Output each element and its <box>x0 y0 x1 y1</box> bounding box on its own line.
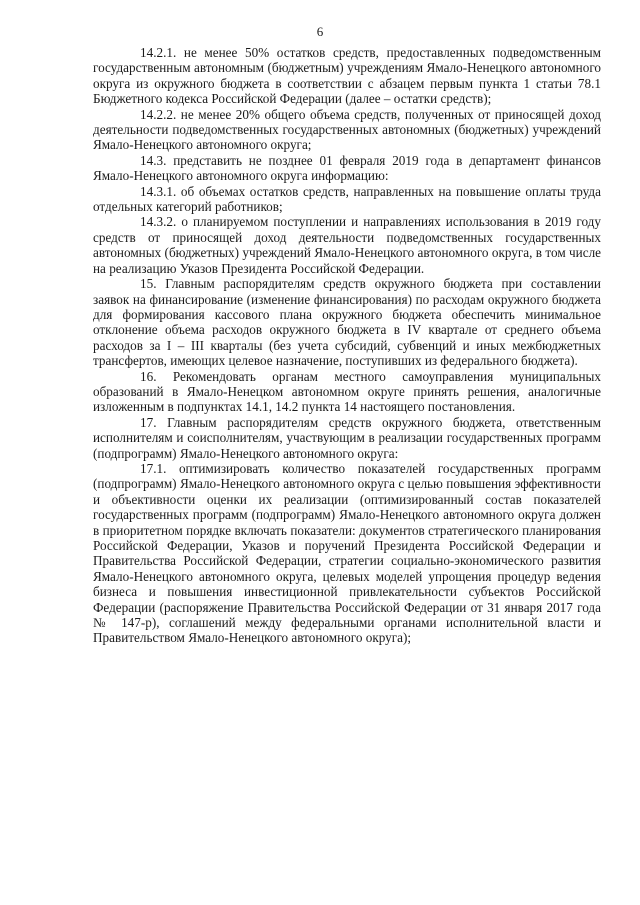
paragraph-14-3-2: 14.3.2. о планируемом поступлении и направлениях использования в 2019 году средств от приносящей доход деятельности подведомственных государственных автономных (бюджетных) учреждений Ямало-Ненецкого автономного округа, в том числе на реализацию Указов Президента Российской Федерации. <box>93 214 601 276</box>
paragraph-16: 16. Рекомендовать органам местного самоуправления муниципальных образований в Ямало-Ненецком автономном округе принять решения, аналогичные изложенным в подпунктах 14.1, 14.2 пункта 14 настоящего постановления. <box>93 368 601 415</box>
paragraph-17-1: 17.1. оптимизировать количество показателей государственных программ (подпрограмм) Ямало-Ненецкого автономного округа с целью повышения эффективности и объективности оценки их реализации (оптимизированный состав показателей государственных программ (подпрограмм) Ямало-Ненецкого автономного округа должен в приоритетном порядке включать показатели: документов стратегического планирования Российской Федерации, Указов и поручений Президента Российской Федерации и Правительства Российской Федерации, стратегии социально-экономического развития Ямало-Ненецкого автономного округа, целевых моделей упрощения процедур ведения бизнеса и повышения инвестиционной привлекательности субъектов Российской Федерации (распоряжение Правительства Российской Федерации от 31 января 2017 года № 147-р), соглашений между федеральными органами исполнительной власти и Правительством Ямало-Ненецкого автономного округа); <box>93 460 601 646</box>
paragraph-14-3: 14.3. представить не позднее 01 февраля 2019 года в департамент финансов Ямало-Ненецкого автономного округа информацию: <box>93 152 601 184</box>
paragraph-14-2-2: 14.2.2. не менее 20% общего объема средств, полученных от приносящей доход деятельности подведомственных государственных автономных (бюджетных) учреждений Ямало-Ненецкого автономного округа; <box>93 106 601 153</box>
document-body <box>93 45 601 646</box>
paragraph-15: 15. Главным распорядителям средств окружного бюджета при составлении заявок на финансирование (изменение финансирования) по расходам окружного бюджета для формирования кассового плана окружного бюджета обеспечить минимальное отклонение объема расходов окружного бюджета в IV квартале от среднего объема расходов за I – III кварталы (без учета субсидий, субвенций и иных межбюджетных трансфертов, имеющих целевое назначение, поступивших из федерального бюджета). <box>93 276 601 369</box>
paragraph-17: 17. Главным распорядителям средств окружного бюджета, ответственным исполнителям и соисполнителям, участвующим в реализации государственных программ (подпрограмм) Ямало-Ненецкого автономного округа: <box>93 414 601 461</box>
paragraph-14-3-1: 14.3.1. об объемах остатков средств, направленных на повышение оплаты труда отдельных категорий работников; <box>93 183 601 215</box>
page-number: 6 <box>316 24 324 39</box>
paragraph-14-2-1: 14.2.1. не менее 50% остатков средств, предоставленных подведомственным государственным автономным (бюджетным) учреждениям Ямало-Ненецкого автономного округа из окружного бюджета в соответствии с абзацем первым пункта 1 статьи 78.1 Бюджетного кодекса Российской Федерации (далее – остатки средств); <box>93 45 601 107</box>
